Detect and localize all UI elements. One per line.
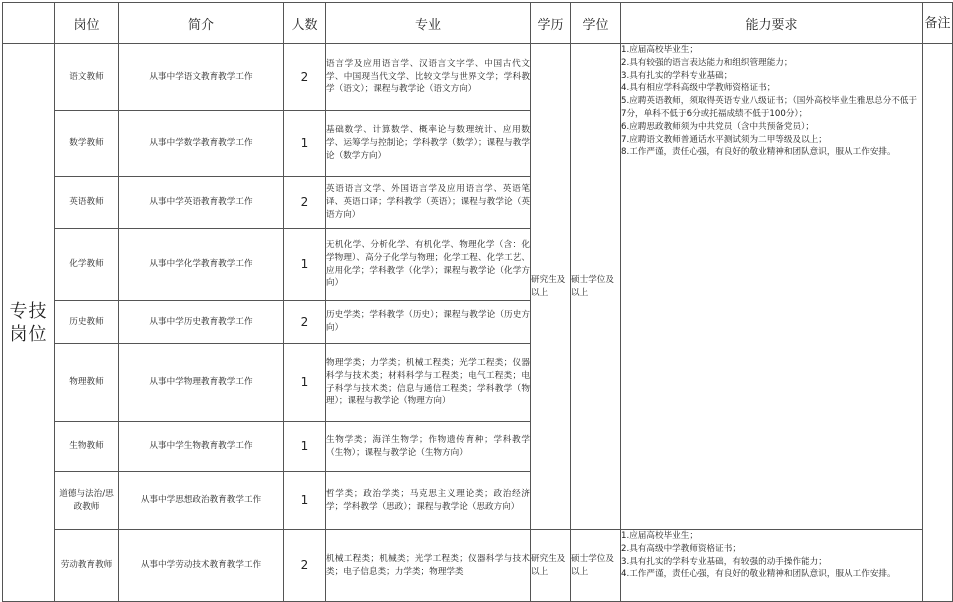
- intro-cell: 从事中学英语教育教学工作: [119, 177, 284, 229]
- requirement-item: 4.工作严谨，责任心强，有良好的敬业精神和团队意识，服从工作安排。: [621, 569, 896, 580]
- position-cell: 化学教师: [55, 229, 119, 301]
- table-row: [3, 530, 953, 602]
- header-education: 学历: [531, 3, 571, 44]
- header-note: 备注: [923, 3, 953, 44]
- requirement-item: 2.具有较强的语言表达能力和组织管理能力；: [621, 57, 793, 68]
- position-cell: 生物教师: [55, 422, 119, 472]
- count-cell: 1: [284, 472, 326, 530]
- category-cell: 专技岗位: [3, 44, 55, 602]
- count-cell: 2: [284, 177, 326, 229]
- count-cell: 1: [284, 422, 326, 472]
- requirement-item: 4.具有相应学科高级中学教师资格证书；: [621, 83, 776, 94]
- major-cell: 语言学及应用语言学、汉语言文字学、中国古代文学、中国现当代文学、比较文学与世界文学；学科教学（语文）；课程与教学论（语文方向）: [326, 44, 531, 111]
- table-row: [3, 44, 953, 111]
- intro-cell: 从事中学物理教育教学工作: [119, 344, 284, 422]
- intro-cell: 从事中学劳动技术教育教学工作: [119, 530, 284, 602]
- intro-cell: 从事中学化学教育教学工作: [119, 229, 284, 301]
- position-cell: 道德与法治/思政教师: [55, 472, 119, 530]
- education-cell: 研究生及以上: [531, 44, 571, 530]
- count-cell: 2: [284, 301, 326, 344]
- position-cell: 语文教师: [55, 44, 119, 111]
- requirement-item: 8.工作严谨，责任心强，有良好的敬业精神和团队意识，服从工作安排。: [621, 147, 896, 158]
- header-major: 专业: [326, 3, 531, 44]
- requirement-item: 2.具有高级中学教师资格证书；: [621, 543, 741, 554]
- major-cell: 无机化学、分析化学、有机化学、物理化学（含：化学物理）、高分子化学与物理；化学工程、化学工艺、应用化学；学科教学（化学）；课程与教学论（化学方向）: [326, 229, 531, 301]
- position-cell: 劳动教育教师: [55, 530, 119, 602]
- requirement-item: 5.应聘英语教师，须取得英语专业八级证书；（国外高校毕业生雅思总分不低于7分，单科不低于6分或托福成绩不低于100分）；: [621, 96, 918, 119]
- major-cell: 英语语言文学、外国语言学及应用语言学、英语笔译、英语口译；学科教学（英语）；课程与教学论（英语方向）: [326, 177, 531, 229]
- note-cell: [923, 44, 953, 602]
- header-count: 人数: [284, 3, 326, 44]
- header-position: 岗位: [55, 3, 119, 44]
- header-degree: 学位: [571, 3, 621, 44]
- degree-cell: 硕士学位及以上: [571, 44, 621, 530]
- major-cell: 生物学类；海洋生物学；作物遗传育种；学科教学（生物）；课程与教学论（生物方向）: [326, 422, 531, 472]
- header-intro: 简介: [119, 3, 284, 44]
- header-empty: [3, 3, 55, 44]
- intro-cell: 从事中学历史教育教学工作: [119, 301, 284, 344]
- requirement-item: 3.具有扎实的学科专业基础，有较强的动手操作能力；: [621, 556, 827, 567]
- header-ability: 能力要求: [621, 3, 923, 44]
- requirements-cell: [621, 44, 923, 530]
- degree-cell: 硕士学位及以上: [571, 530, 621, 602]
- requirements-cell: [621, 530, 923, 602]
- requirement-item: 1.应届高校毕业生；: [621, 45, 698, 55]
- major-cell: 历史学类；学科教学（历史）；课程与教学论（历史方向）: [326, 301, 531, 344]
- position-cell: 数学教师: [55, 111, 119, 177]
- intro-cell: 从事中学生物教育教学工作: [119, 422, 284, 472]
- count-cell: 1: [284, 111, 326, 177]
- position-cell: 物理教师: [55, 344, 119, 422]
- position-cell: 历史教师: [55, 301, 119, 344]
- recruitment-table: [2, 2, 953, 602]
- requirement-item: 7.应聘语文教师普通话水平测试须为二甲等级及以上；: [621, 134, 827, 145]
- count-cell: 2: [284, 530, 326, 602]
- requirement-item: 3.具有扎实的学科专业基础；: [621, 70, 733, 81]
- education-cell: 研究生及以上: [531, 530, 571, 602]
- major-cell: 机械工程类；机械类；光学工程类；仪器科学与技术类；电子信息类；力学类；物理学类: [326, 530, 531, 602]
- count-cell: 1: [284, 344, 326, 422]
- count-cell: 1: [284, 229, 326, 301]
- major-cell: 基础数学、计算数学、概率论与数理统计、应用数学、运筹学与控制论；学科教学（数学）；课程与教学论（数学方向）: [326, 111, 531, 177]
- position-cell: 英语教师: [55, 177, 119, 229]
- intro-cell: 从事中学语文教育教学工作: [119, 44, 284, 111]
- header-row: [3, 3, 953, 44]
- major-cell: 哲学类；政治学类；马克思主义理论类；政治经济学；学科教学（思政）；课程与教学论（思政方向）: [326, 472, 531, 530]
- major-cell: 物理学类；力学类；机械工程类；光学工程类；仪器科学与技术类；材料科学与工程类；电气工程类；电子科学与技术类；信息与通信工程类；学科教学（物理）；课程与教学论（物理方向）: [326, 344, 531, 422]
- requirement-item: 1.应届高校毕业生；: [621, 531, 698, 541]
- requirement-item: 6.应聘思政教师须为中共党员（含中共预备党员）；: [621, 121, 814, 132]
- count-cell: 2: [284, 44, 326, 111]
- intro-cell: 从事中学数学教育教学工作: [119, 111, 284, 177]
- intro-cell: 从事中学思想政治教育教学工作: [119, 472, 284, 530]
